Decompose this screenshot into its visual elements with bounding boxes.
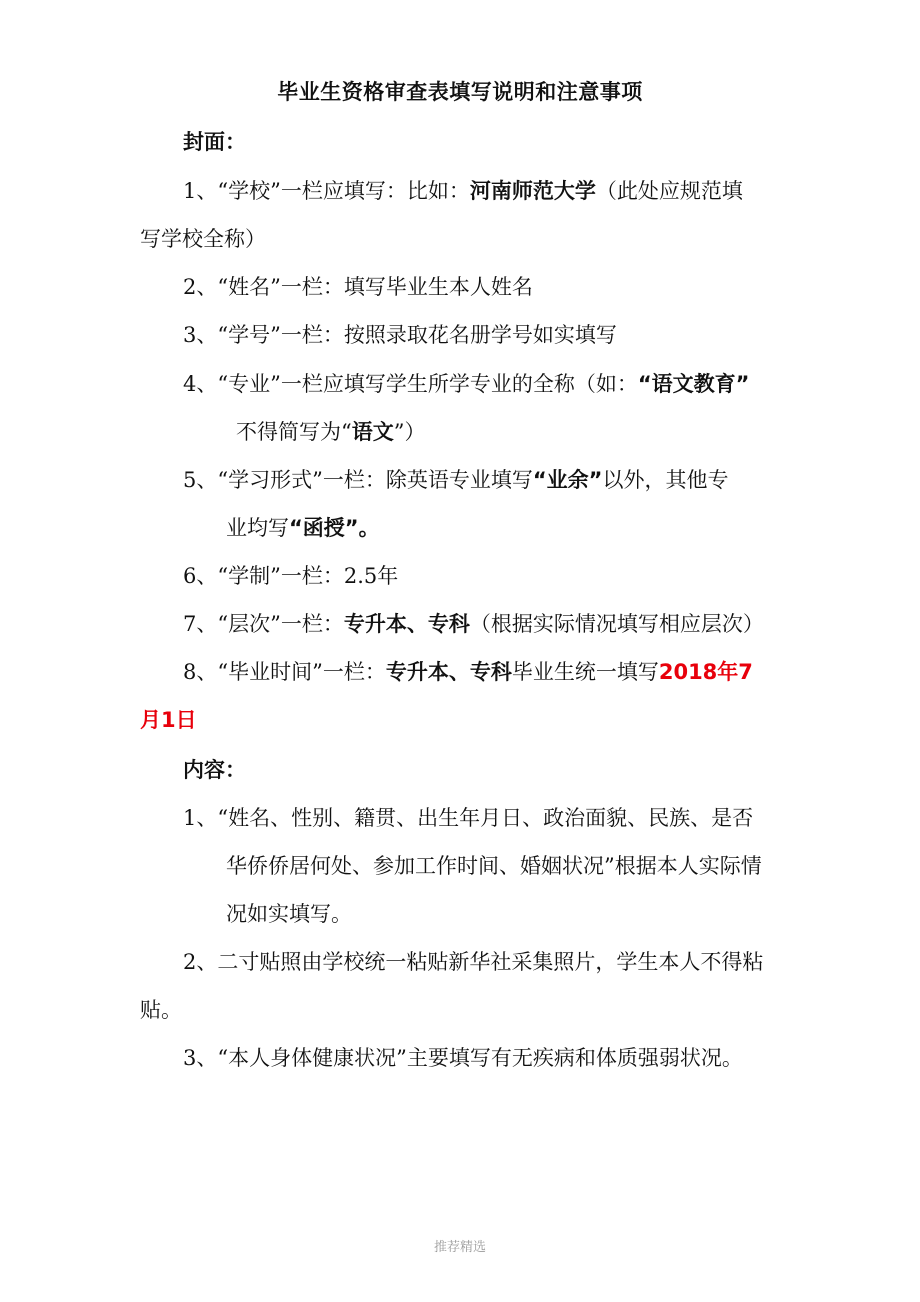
cover-item-1-cont: 写学校全称）	[140, 227, 266, 251]
content-item-2: 2、二寸贴照由学校统一粘贴新华社采集照片，学生本人不得粘	[183, 950, 764, 974]
cover-item-7-suffix: （根据实际情况填写相应层次）	[469, 612, 764, 636]
cover-item-5-bold: “业余”	[532, 468, 603, 492]
content-item-1: 1、“姓名、性别、籍贯、出生年月日、政治面貌、民族、是否	[183, 806, 754, 830]
cover-item-2: 2、“姓名”一栏：填写毕业生本人姓名	[183, 275, 533, 299]
content-item-1-line3: 况如实填写。	[226, 902, 352, 926]
cover-item-8-date: 2018年7	[658, 660, 753, 684]
cover-item-3: 3、“学号”一栏：按照录取花名册学号如实填写	[183, 323, 617, 347]
cover-item-1	[183, 177, 743, 205]
cover-item-4-cont-bold: 语文	[351, 420, 394, 444]
cover-item-4	[183, 370, 749, 398]
cover-item-4-prefix: 4、“专业”一栏应填写学生所学专业的全称（如：	[183, 372, 638, 396]
cover-item-5	[183, 466, 728, 494]
cover-item-5-cont	[226, 514, 380, 542]
content-item-3: 3、“本人身体健康状况”主要填写有无疾病和体质强弱状况。	[183, 1046, 743, 1070]
cover-item-8-cont: 月1日	[140, 708, 197, 732]
cover-item-4-bold: “语文教育”	[637, 372, 750, 396]
cover-item-8-bold: 专升本、专科	[385, 660, 512, 684]
cover-item-5-cont-prefix: 业均写	[226, 516, 289, 540]
cover-item-5-cont-bold: “函授”。	[289, 516, 380, 540]
content-item-1-line2: 华侨侨居何处、参加工作时间、婚姻状况”根据本人实际情	[226, 854, 762, 878]
cover-item-5-suffix: 以外，其他专	[602, 468, 729, 492]
content-heading: 内容：	[183, 758, 246, 782]
cover-item-6: 6、“学制”一栏：2.5年	[183, 564, 399, 588]
cover-item-7	[183, 610, 764, 638]
page-footer: 推荐精选	[433, 1240, 486, 1255]
document-title: 毕业生资格审查表填写说明和注意事项	[277, 80, 643, 104]
cover-item-8-suffix: 毕业生统一填写	[511, 660, 659, 684]
cover-item-4-cont-prefix: 不得简写为“	[236, 420, 352, 444]
cover-item-4-cont	[236, 418, 426, 446]
cover-item-7-prefix: 7、“层次”一栏：	[183, 612, 344, 636]
cover-item-7-bold: 专升本、专科	[343, 612, 470, 636]
cover-item-4-cont-suffix: ”）	[393, 420, 426, 444]
cover-item-1-bold: 河南师范大学	[469, 179, 596, 203]
cover-item-5-prefix: 5、“学习形式”一栏：除英语专业填写	[183, 468, 533, 492]
cover-item-1-suffix: （此处应规范填	[595, 179, 743, 203]
cover-item-8-prefix: 8、“毕业时间”一栏：	[183, 660, 386, 684]
cover-item-8	[183, 658, 753, 686]
cover-item-1-prefix: 1、“学校”一栏应填写：比如：	[183, 179, 470, 203]
content-item-2-line2: 贴。	[140, 998, 182, 1022]
cover-heading: 封面：	[183, 130, 246, 154]
